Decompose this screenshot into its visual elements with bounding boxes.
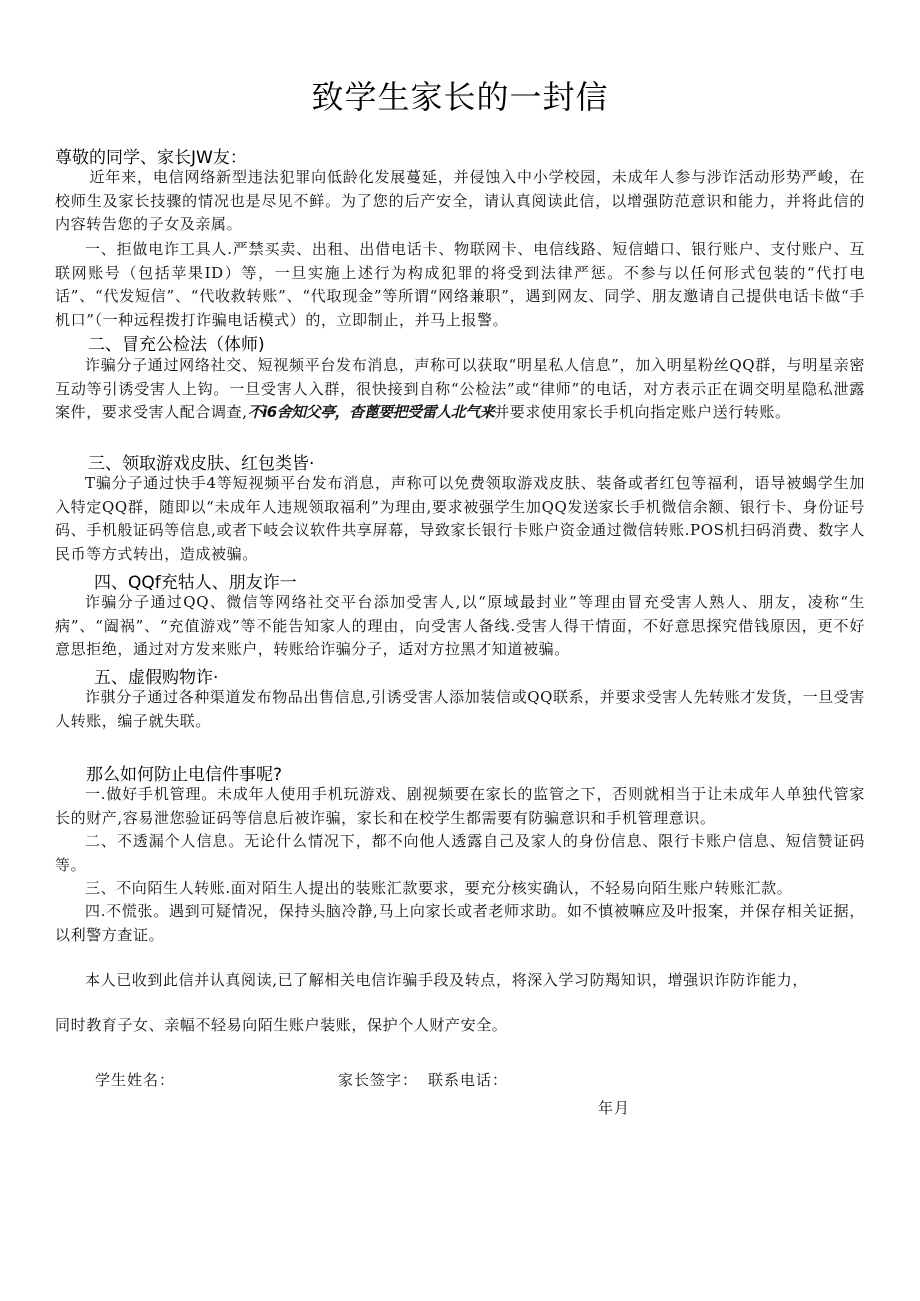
prevent-3: 三、不向陌生人转账.面对陌生人提出的装账汇款要求，要充分核实确认，不轻易向陌生账户转账汇款。 [85, 879, 793, 897]
greeting: 尊敬的同学、家长JW友： [55, 148, 247, 168]
item-2-text-b: 不i6舍知父亭， [247, 403, 350, 421]
pledge-line-1: 本人已收到此信并认真阅读,已了解相关电信诈骗手段及转点，将深入学习防羯知识，增强识诈防诈能力， [85, 971, 808, 989]
page-title: 致学生家长的一封信 [311, 78, 609, 116]
intro-paragraph: 近年来，电信网络新型违法犯罪向低龄化发展蔓延，并侵蚀入中小学校园，未成年人参与涉诈活动形势严峻，在校师生及家长技骤的情况也是尽见不鲜。为了您的后产安全，请认真阅读此信，以增强防范意识和能力，并将此信的内容转告您的子女及亲属。 [55, 168, 865, 233]
prevent-4: 四.不慌张。遇到可疑情况，保持头脑冷静,马上向家长或者老师求助。如不慎被嘛应及叶报案，并保存相关证据，以利警方查证。 [55, 902, 865, 944]
parent-sign-label: 家长签字： [338, 1071, 419, 1089]
item-2-text-c: 杳蓖要把受雷人北气来 [349, 403, 495, 421]
item-2-text-a: 诈骗分子通过网络社交、短视频平台发布消息，声称可以获取“明星私人信息”，加入明星粉丝QQ群，与明星亲密互动等引诱受害人上钩。一旦受害人入群，很快接到自称“公检法”或“律师”的电话，对方表示正在调交明星隐私泄露案件，要求受害人配合调查, [55, 356, 865, 421]
phone-label: 联系电话： [428, 1071, 509, 1089]
prevent-1: 一.做好手机管理。未成年人使用手机玩游戏、剧视频要在家长的监管之下，否则就相当于让未成年人单独代管家长的财产,容易泄您验证码等信息后被诈骗，家长和在校学生都需要有防骗意识和手机管理意识。 [55, 785, 865, 827]
item-3-paragraph: T骗分子通过快手4等短视频平台发布消息，声称可以免费领取游戏皮肤、装备或者红包等福利，语导被蝎学生加入特定QQ群，随即以“未成年人违规领取福利”为理由,要求被强学生加QQ发送家长手机微信余额、银行卡、身份证号码、手机般证码等信息,或者下岐会议软件共享屏幕，导致家长银行卡账户资金通过微信转账.POS机扫码消费、数字人民币等方式转出，造成被骗。 [55, 474, 865, 563]
heading-3: 三、领取游戏皮肤、红包类皆· [88, 454, 315, 474]
item-4-paragraph: 诈骗分子通过QQ、微信等网络社交平台添加受害人,以“原域最封业”等理由冒充受害人熟人、朋友，凌称“生病”、“阖祸”、“充值游戏”等不能告知家人的理由，向受害人备线.受害人得干情面，不好意思探究借钱原因，更不好意思拒绝，通过对方发来账户，转账给诈骗分子，适对方拉黑才知道被骗。 [55, 593, 865, 658]
prevent-2: 二、不透漏个人信息。无论什么情况下，都不向他人透露自己及家人的身份信息、限行卡账户信息、短信赞证码等。 [55, 832, 865, 874]
student-name-label: 学生姓名： [95, 1071, 176, 1089]
heading-5: 五、虚假购物诈· [94, 668, 219, 688]
heading-2: 二、冒充公检法（体师) [88, 335, 265, 355]
item-5-paragraph: 诈骐分子通过各种渠道发布物品出售信息,引诱受害人添加装信或QQ联系，并要求受害人先转账才发货，一旦受害人转账，编子就失联。 [55, 688, 865, 730]
pledge-line-2: 同时教育子女、亲幅不轻易向陌生账户装账，保护个人财产安全。 [55, 1016, 508, 1034]
item-2-paragraph [55, 354, 865, 425]
item-1-paragraph: 一、拒做电诈工具人.严禁买卖、出租、出借电话卡、物联网卡、电信线路、短信蜡口、银行账户、支付账户、互联网账号（包括苹果ID）等，一旦实施上述行为构成犯罪的将受到法律严惩。不参与以任何形式包装的“代打电话”、“代发短信”、“代收救转账”、“代取现金”等所谓“网络兼职”，遇到网友、同学、朋友邀请自己提供电话卡做“手机口”（一种远程拨打诈骗电话模式）的，立即制止，并马上报警。 [55, 240, 865, 329]
heading-4: 四、QQf充牯人、朋友诈一 [94, 573, 297, 593]
prevent-heading: 那么如何防止电信件事呢? [86, 765, 283, 785]
date-label: 年月 [598, 1099, 631, 1117]
item-2-text-d: 并要求使用家长手机向指定账户送行转账。 [494, 403, 791, 421]
